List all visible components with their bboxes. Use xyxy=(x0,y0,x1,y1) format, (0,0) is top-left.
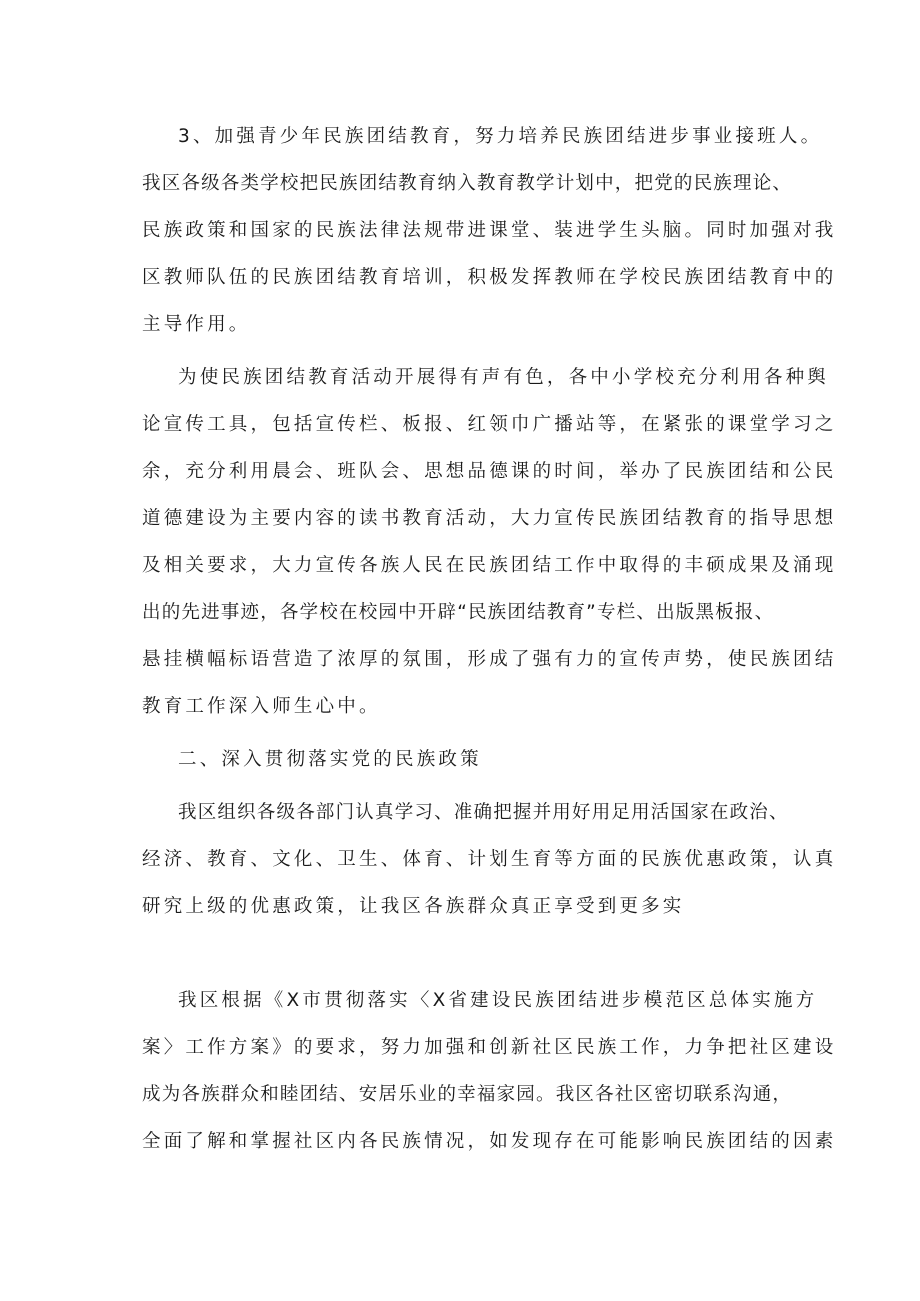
paragraph-line: 教育工作深入师生心中。 xyxy=(142,696,381,717)
paragraph-line: 我区组织各级各部门认真学习、准确把握并用好用足用活国家在政治、 xyxy=(178,802,789,823)
paragraph-line: 经济、教育、文化、卫生、体育、计划生育等方面的民族优惠政策，认真 xyxy=(142,849,837,870)
paragraph-line: 及相关要求，大力宣传各族人民在民族团结工作中取得的丰硕成果及涌现 xyxy=(142,555,837,576)
paragraph-line: 民族政策和国家的民族法律法规带进课堂、装进学生头脑。同时加强对我 xyxy=(142,220,837,241)
paragraph-line: 3、加强青少年民族团结教育，努力培养民族团结进步事业接班人。 xyxy=(178,126,823,147)
paragraph-line: 案〉工作方案》的要求，努力加强和创新社区民族工作，力争把社区建设 xyxy=(142,1037,837,1058)
paragraph-line: 为使民族团结教育活动开展得有声有色，各中小学校充分利用各种舆 xyxy=(178,367,830,388)
paragraph-line: 悬挂横幅标语营造了浓厚的氛围，形成了强有力的宣传声势，使民族团结 xyxy=(142,649,837,670)
paragraph-line: 区教师队伍的民族团结教育培训，积极发挥教师在学校民族团结教育中的 xyxy=(142,267,837,288)
paragraph-line: 论宣传工具，包括宣传栏、板报、红领巾广播站等，在紧张的课堂学习之 xyxy=(142,414,837,435)
paragraph-line: 全面了解和掌握社区内各民族情况，如发现存在可能影响民族团结的因素 xyxy=(142,1131,837,1152)
paragraph-line: 余，充分利用晨会、班队会、思想品德课的时间，举办了民族团结和公民 xyxy=(142,461,837,482)
paragraph-line: 成为各族群众和睦团结、安居乐业的幸福家园。我区各社区密切联系沟通， xyxy=(142,1084,793,1105)
paragraph-line: 道德建设为主要内容的读书教育活动，大力宣传民族团结教育的指导思想 xyxy=(142,508,837,529)
section-heading: 二、深入贯彻落实党的民族政策 xyxy=(178,749,482,770)
paragraph-line: 研究上级的优惠政策，让我区各族群众真正享受到更多实 xyxy=(142,896,685,917)
paragraph-line: 出的先进事迹，各学校在校园中开辟“民族团结教育”专栏、出版黑板报、 xyxy=(142,602,775,623)
paragraph-line: 我区各级各类学校把民族团结教育纳入教育教学计划中，把党的民族理论、 xyxy=(142,173,793,194)
paragraph-line: 我区根据《X市贯彻落实〈X省建设民族团结进步模范区总体实施方 xyxy=(178,990,818,1011)
paragraph-line: 主导作用。 xyxy=(142,314,251,335)
